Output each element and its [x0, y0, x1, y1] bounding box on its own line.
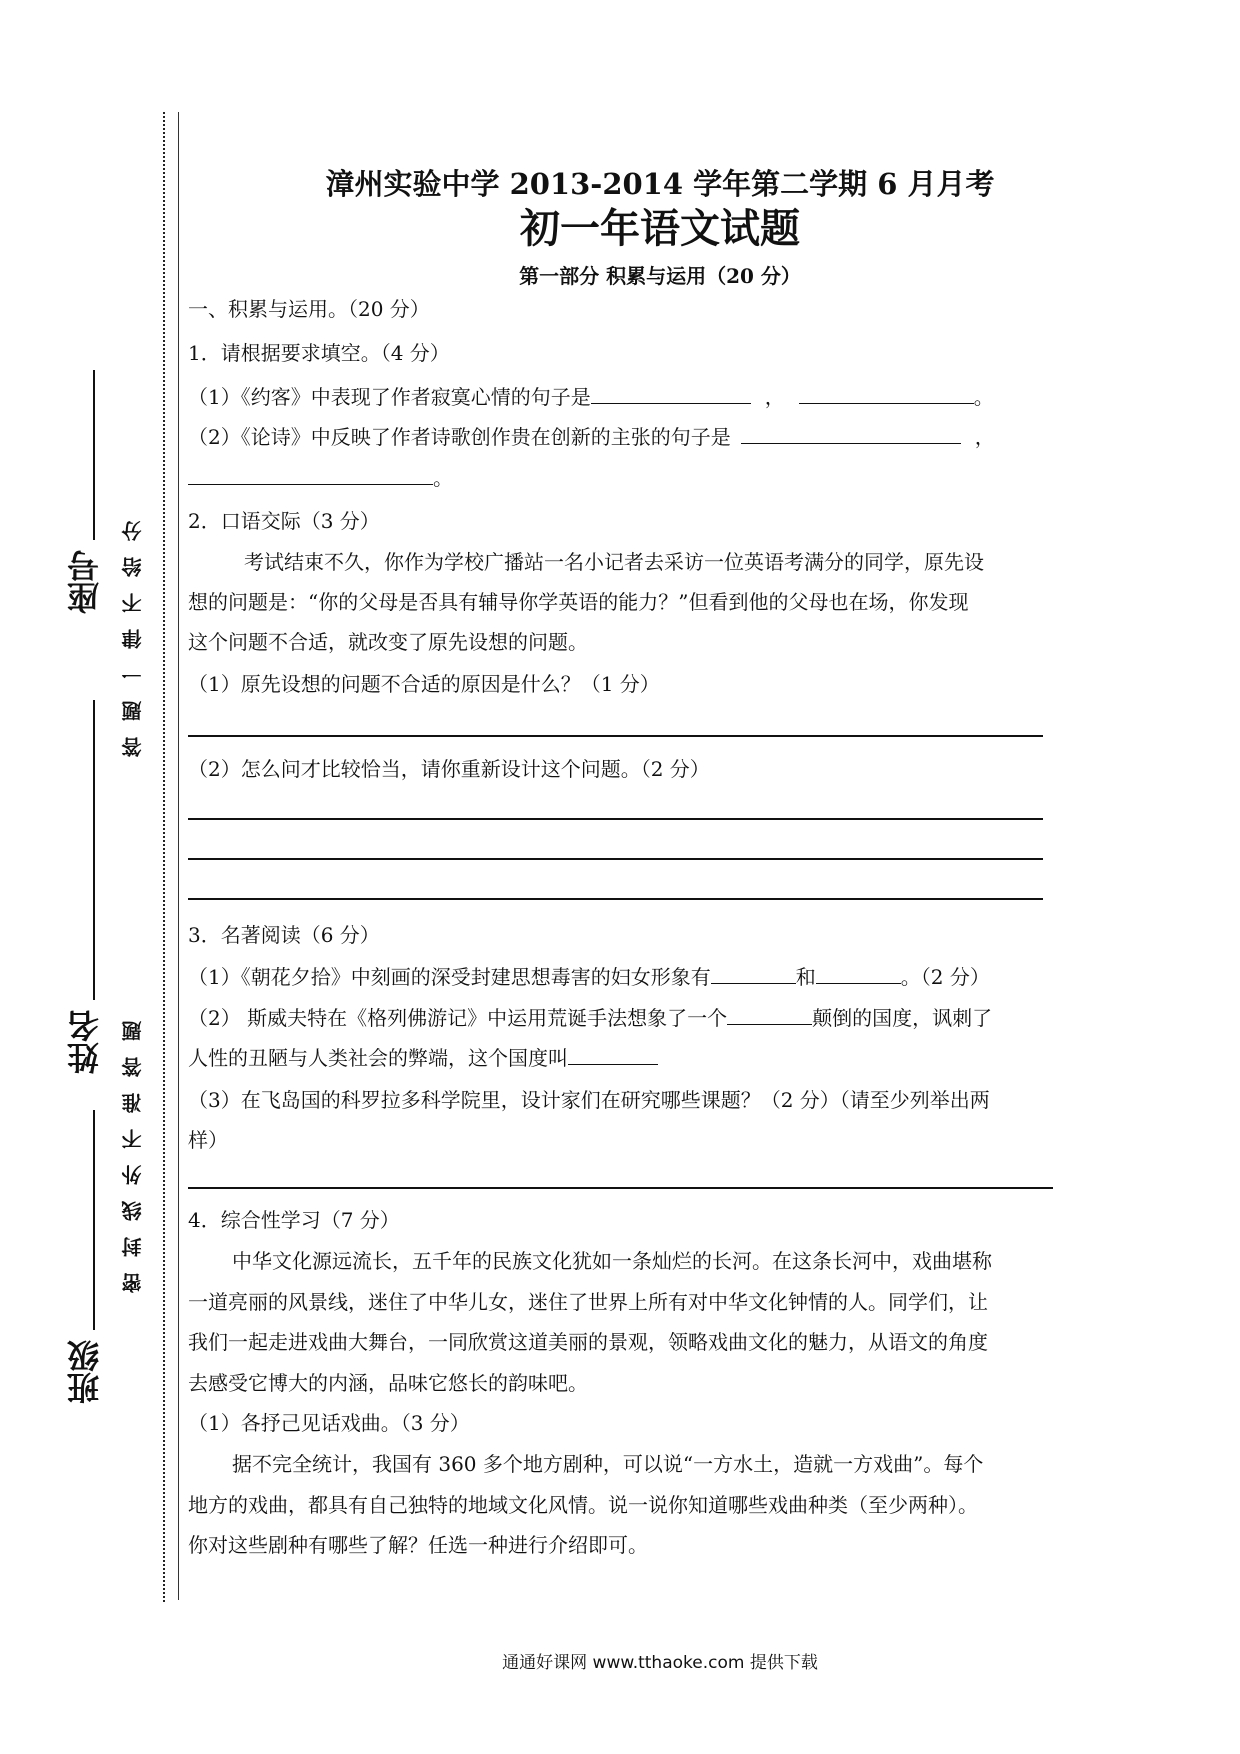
q1-sub2-end: 。	[433, 466, 453, 490]
q1-sub1-sep: ，	[764, 385, 785, 409]
seal-dotted-line	[163, 112, 165, 1602]
answer-line[interactable]	[188, 735, 1043, 737]
q3-sub3: （3）在飞岛国的科罗拉多科学院里，设计家们在研究哪些课题？（2 分）（请至少列举出两	[188, 1088, 990, 1112]
q1-title: 1．请根据要求填空。（4 分）	[188, 341, 450, 365]
footer-text: 通通好课网 www.tthaoke.com 提供下载	[502, 1653, 818, 1673]
q4-para-line: 一道亮丽的风景线，迷住了中华儿女，迷住了世界上所有对中华文化钟情的人。同学们，让	[188, 1290, 988, 1314]
q3-sub1-text: （1）《朝花夕拾》中刻画的深受封建思想毒害的妇女形象有	[188, 965, 711, 989]
q2-para-line: 这个问题不合适，就改变了原先设想的问题。	[188, 630, 588, 654]
q3-title: 3．名著阅读（6 分）	[188, 923, 380, 947]
part-title: 第一部分 积累与运用（20 分）	[519, 264, 801, 288]
q3-sub2-text-b: 颠倒的国度，讽刺了	[812, 1006, 993, 1030]
q1-sub2	[188, 425, 995, 449]
q2-sub2: （2）怎么问才比较恰当，请你重新设计这个问题。（2 分）	[188, 757, 710, 781]
q3-sub2-cont	[188, 1046, 658, 1070]
seal-solid-line	[178, 112, 179, 1600]
q1-sub2-sep: ，	[974, 425, 995, 449]
no-answer-notice: 答题一律不给分	[121, 505, 145, 757]
q2-para-line: 考试结束不久，你作为学校广播站一名小记者去采访一位英语考满分的同学，原先设	[244, 550, 984, 574]
seat-label: 座号	[66, 550, 104, 614]
q1-sub2-cont	[188, 466, 453, 490]
q4-sub1: （1）各抒己见话戏曲。（3 分）	[188, 1411, 470, 1435]
q2-sub1: （1）原先设想的问题不合适的原因是什么？（1 分）	[188, 672, 660, 696]
answer-blank[interactable]	[816, 965, 901, 984]
school-title: 漳州实验中学 2013-2014 学年第二学期 6 月月考	[325, 167, 995, 201]
q3-sub2-text-c: 人性的丑陋与人类社会的弊端，这个国度叫	[188, 1046, 568, 1070]
q1-sub1	[188, 385, 994, 409]
answer-blank[interactable]	[711, 965, 796, 984]
q4-para-line: 地方的戏曲，都具有自己独特的地域文化风情。说一说你知道哪些戏曲种类（至少两种）。	[188, 1493, 978, 1517]
answer-blank[interactable]	[799, 385, 974, 404]
answer-line[interactable]	[188, 1187, 1053, 1189]
answer-blank[interactable]	[741, 425, 961, 444]
q4-para-line: 据不完全统计，我国有 360 多个地方剧种，可以说“一方水土，造就一方戏曲”。每个	[232, 1452, 984, 1476]
answer-blank[interactable]	[591, 385, 751, 404]
class-label: 班级	[66, 1340, 104, 1404]
q3-sub3-cont: 样）	[188, 1128, 228, 1152]
answer-line[interactable]	[188, 858, 1043, 860]
q3-sub1	[188, 965, 990, 989]
q1-sub1-text: （1）《约客》中表现了作者寂寞心情的句子是	[188, 385, 591, 409]
q3-sub1-end: 。（2 分）	[900, 965, 990, 989]
q2-title: 2．口语交际（3 分）	[188, 509, 380, 533]
answer-line[interactable]	[188, 818, 1043, 820]
q1-sub1-end: 。	[973, 385, 994, 409]
q1-sub2-text: （2）《论诗》中反映了作者诗歌创作贵在创新的主张的句子是	[188, 425, 731, 449]
q4-para-line: 我们一起走进戏曲大舞台，一同欣赏这道美丽的景观，领略戏曲文化的魅力，从语文的角度	[188, 1330, 988, 1354]
class-blank-line	[93, 1110, 95, 1330]
seat-blank-line	[93, 370, 95, 540]
seal-line-notice: 密封线外不准答题	[121, 1005, 145, 1293]
q4-title: 4．综合性学习（7 分）	[188, 1208, 400, 1232]
answer-blank[interactable]	[727, 1006, 812, 1025]
q2-para-line: 想的问题是：“你的父母是否具有辅导你学英语的能力？”但看到他的父母也在场，你发现	[188, 590, 969, 614]
section1-title: 一、积累与运用。（20 分）	[188, 297, 430, 321]
q3-sub1-and: 和	[795, 965, 816, 989]
name-blank-line	[93, 700, 95, 1000]
q4-para-line: 你对这些剧种有哪些了解？任选一种进行介绍即可。	[188, 1533, 648, 1557]
q3-sub2	[188, 1006, 992, 1030]
q4-para-line: 中华文化源远流长，五千年的民族文化犹如一条灿烂的长河。在这条长河中，戏曲堪称	[232, 1249, 992, 1273]
answer-blank[interactable]	[188, 466, 433, 485]
q4-para-line: 去感受它博大的内涵，品味它悠长的韵味吧。	[188, 1371, 588, 1395]
answer-line[interactable]	[188, 898, 1043, 900]
q3-sub2-text: （2） 斯威夫特在《格列佛游记》中运用荒诞手法想象了一个	[188, 1006, 728, 1030]
exam-title: 初一年语文试题	[520, 206, 800, 252]
answer-blank[interactable]	[568, 1046, 658, 1065]
name-label: 姓名	[66, 1010, 104, 1074]
